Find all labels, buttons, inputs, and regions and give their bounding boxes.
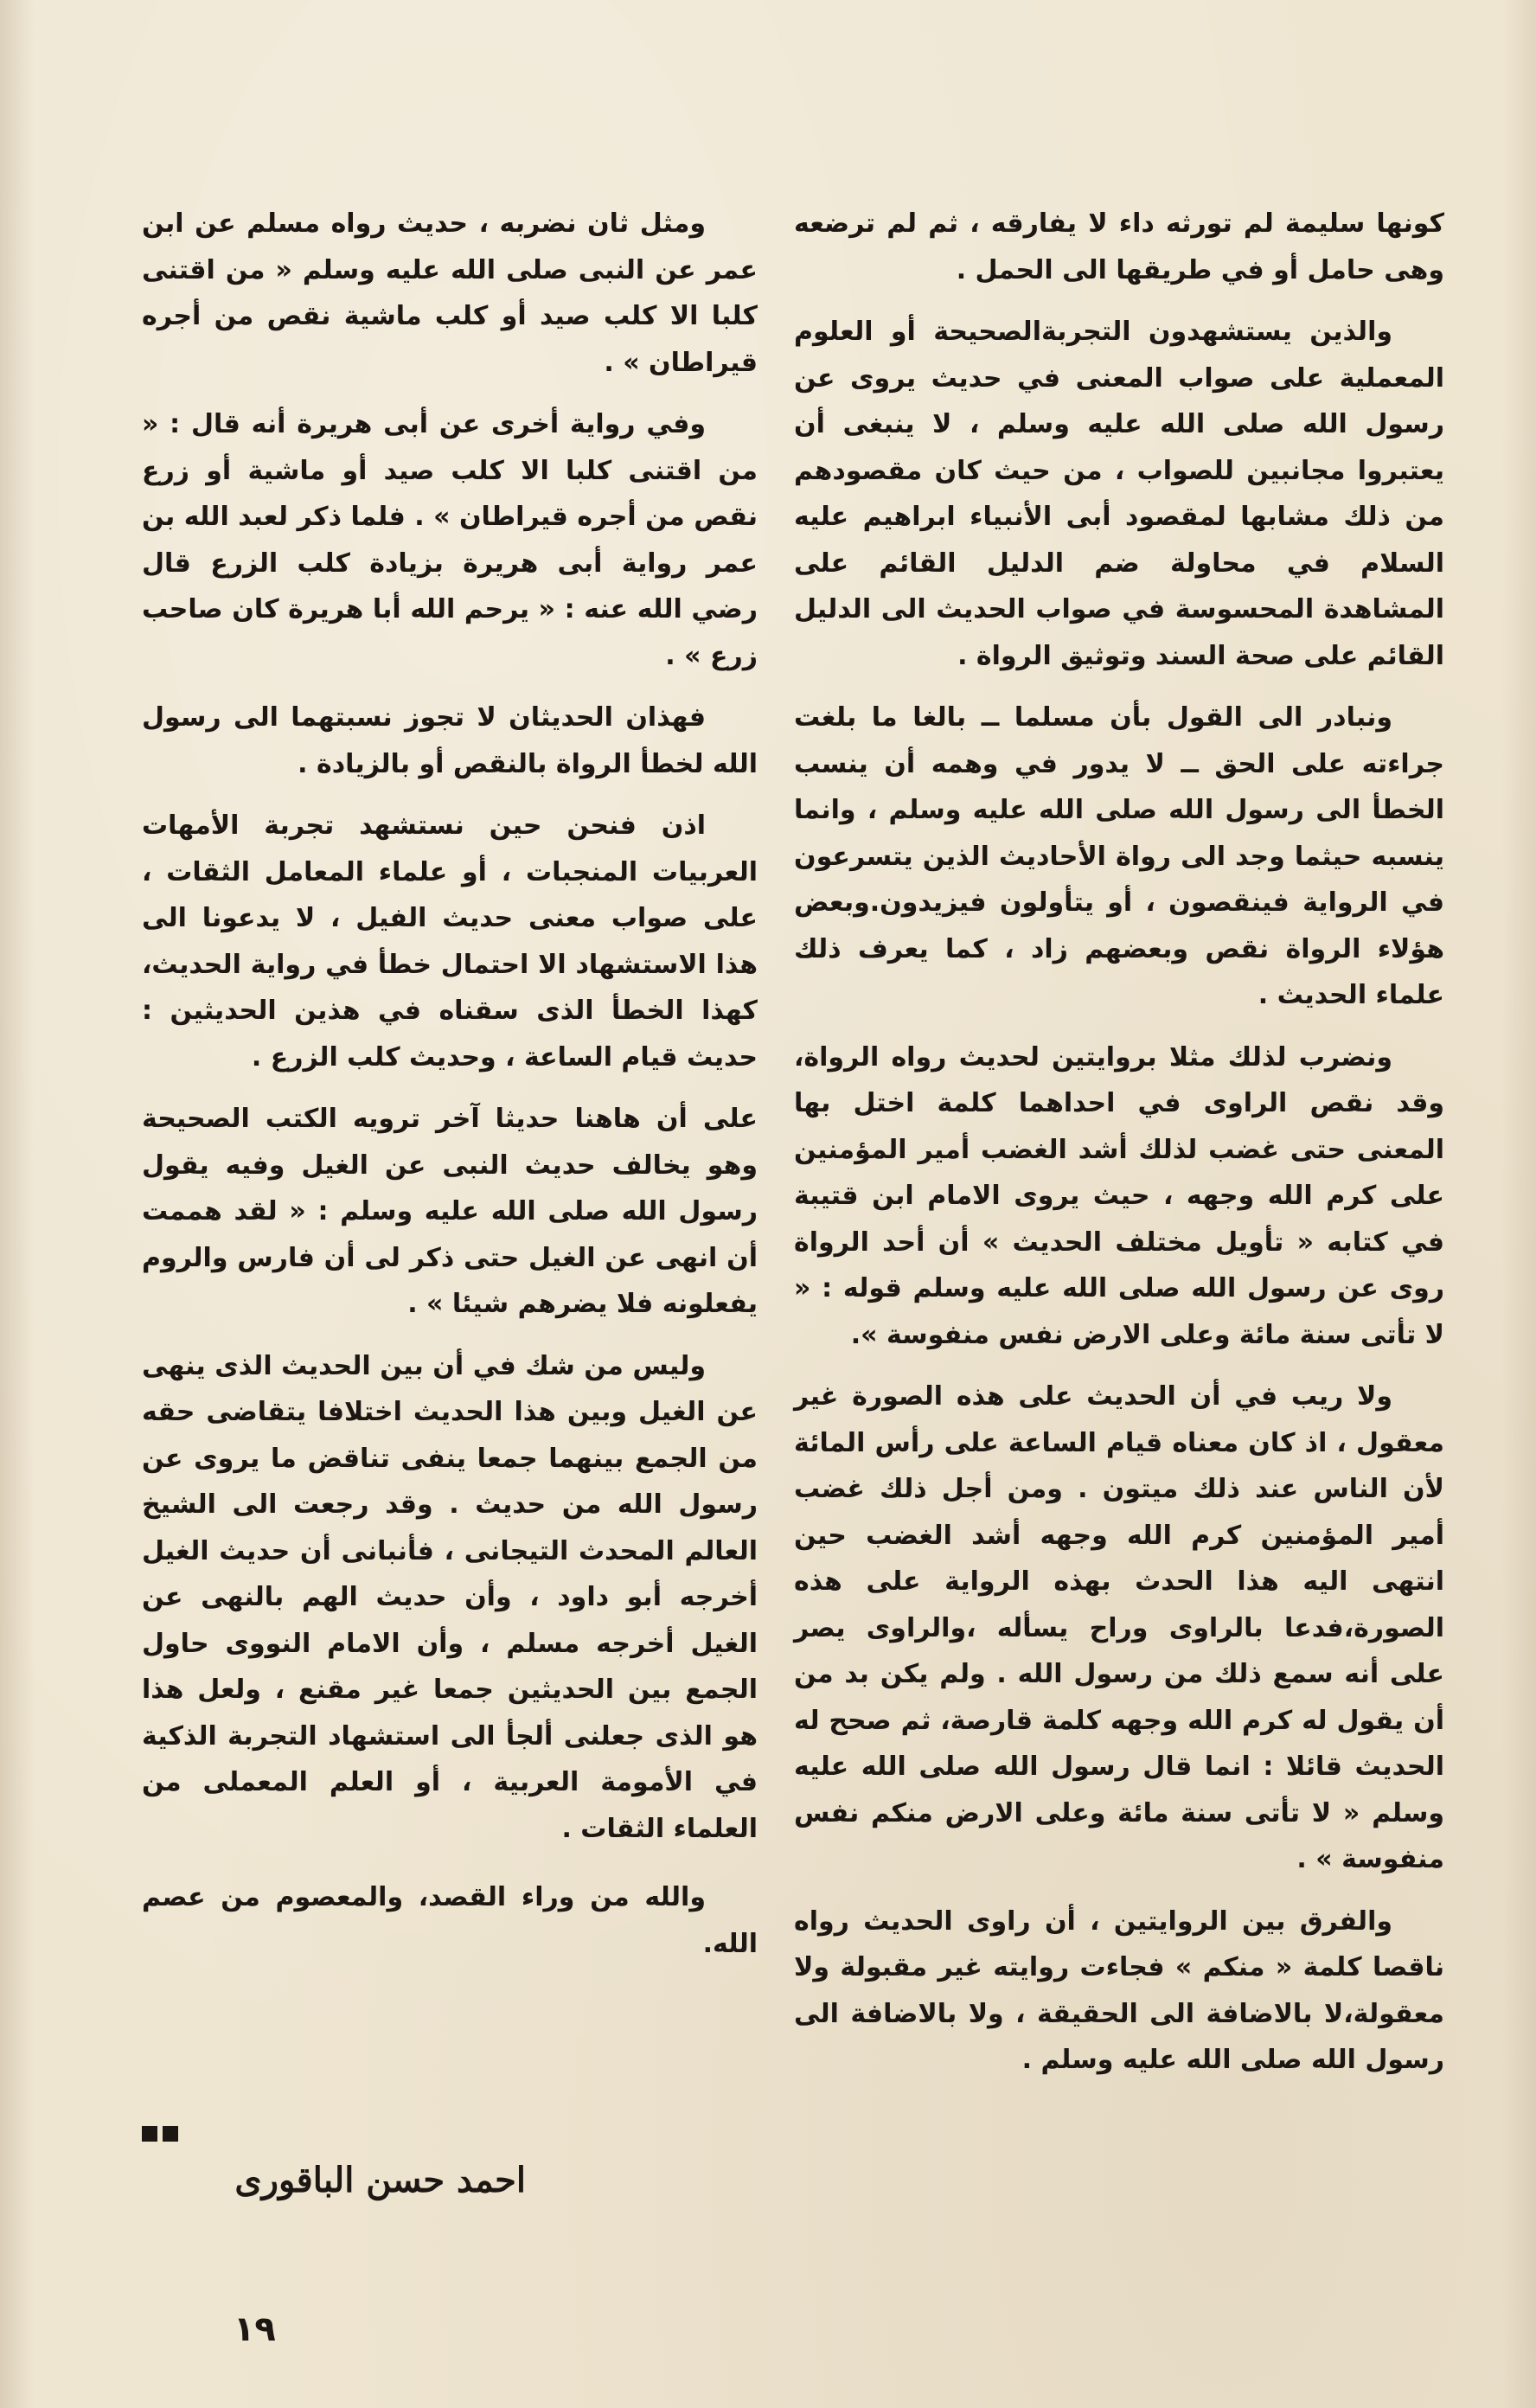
paragraph: فهذان الحديثان لا تجوز نسبتهما الى رسول الله لخطأ الرواة بالنقص أو بالزيادة . — [142, 702, 758, 779]
square-bullet-icon — [142, 2126, 157, 2142]
closing-line: والله من وراء القصد، والمعصوم من عصم الله. — [142, 1882, 758, 1959]
paragraph: على أن هاهنا حديثا آخر ترويه الكتب الصحيحة وهو يخالف حديث النبى عن الغيل وفيه يقول رسول الله صلى الله عليه وسلم : « لقد هممت أن انهى عن الغيل حتى ذكر لى أن فارس والروم يفعلونه فلا يضرهم شيئا » . — [142, 1104, 758, 1319]
paragraph: وفي رواية أخرى عن أبى هريرة أنه قال : « من اقتنى كلبا الا كلب صيد أو ماشية أو زرع نقص من أجره قيراطان » . فلما ذكر لعبد الله بن عمر رواية أبى هريرة بزيادة كلب الزرع قال رضي الله عنه : « يرحم الله أبا هريرة كان صاحب زرع » . — [142, 409, 758, 671]
paragraph: اذن فنحن حين نستشهد تجربة الأمهات العربيات المنجبات ، أو علماء المعامل الثقات ، على صواب معنى حديث الفيل ، لا يدعونا الى هذا الاستشهاد الا احتمال خطأ في رواية الحديث، كهذا الخطأ الذى سقناه في هذين الحديثين : حديث قيام الساعة ، وحديث كلب الزرع . — [142, 810, 758, 1073]
page-edge-shadow-left — [0, 0, 35, 2408]
paragraph: ولا ريب في أن الحديث على هذه الصورة غير معقول ، اذ كان معناه قيام الساعة على رأس المائة لأن الناس عند ذلك ميتون . ومن أجل ذلك غضب أمير المؤمنين كرم الله وجهه أشد الغضب حين انتهى اليه هذا الحدث بهذه الرواية على هذه الصورة،فدعا بالراوى وراح يسأله ،والراوى يصر على أنه سمع ذلك من رسول الله . ولم يكن بد من أن يقول له كرم الله وجهه كلمة قارصة، ثم صحح له الحديث قائلا : انما قال رسول الله صلى الله عليه وسلم « لا تأتى سنة مائة وعلى الارض منكم نفس منفوسة » . — [794, 1381, 1444, 1874]
paragraph: ونضرب لذلك مثلا بروايتين لحديث رواه الرواة، وقد نقص الراوى في احداهما كلمة اختل بها المعنى حتى غضب لذلك أشد الغضب أمير المؤمنين على كرم الله وجهه ، حيث يروى الامام ابن قتيبة في كتابه « تأويل مختلف الحديث » أن أحد الرواة روى عن رسول الله صلى الله عليه وسلم قوله : « لا تأتى سنة مائة وعلى الارض نفس منفوسة ». — [794, 1041, 1444, 1350]
right-text-column — [794, 201, 1444, 2099]
square-bullet-icon — [163, 2126, 178, 2142]
paragraph: ونبادر الى القول بأن مسلما ــ بالغا ما بلغت جراءته على الحق ــ لا يدور في وهمه أن ينسب الخطأ الى رسول الله صلى الله عليه وسلم ، وانما ينسبه حيثما وجد الى رواة الأحاديث الذين يتسرعون في الرواية فينقصون ، أو يتأولون فيزيدون.وبعض هؤلاء الرواة نقص وبعضهم زاد ، كما يعرف ذلك علماء الحديث . — [794, 702, 1444, 1010]
paragraph: ومثل ثان نضربه ، حديث رواه مسلم عن ابن عمر عن النبى صلى الله عليه وسلم « من اقتنى كلبا الا كلب صيد أو كلب ماشية نقص من أجره قيراطان » . — [142, 208, 758, 378]
paragraph: وليس من شك في أن بين الحديث الذى ينهى عن الغيل وبين هذا الحديث اختلافا يتقاضى حقه من الجمع بينهما جمعا ينفى تناقض ما يروى عن رسول الله من حديث . وقد رجعت الى الشيخ العالم المحدث التيجانى ، فأنبانى أن حديث الغيل أخرجه أبو داود ، وأن حديث الهم بالنهى عن الغيل أخرجه مسلم ، وأن الامام النووى حاول الجمع بين الحديثين جمعا غير مقنع ، ولعل هذا هو الذى جعلنى ألجأ الى استشهاد التجربة الذكية في الأمومة العربية ، أو العلم المعملى من العلماء الثقات . — [142, 1350, 758, 1844]
paragraph: والفرق بين الروايتين ، أن راوى الحديث رواه ناقصا كلمة « منكم » فجاءت روايته غير مقبولة ولا معقولة،لا بالاضافة الى الحقيقة ، ولا بالاضافة الى رسول الله صلى الله عليه وسلم . — [794, 1905, 1444, 2075]
end-mark-icon — [142, 2126, 178, 2142]
paragraph: والذين يستشهدون التجربةالصحيحة أو العلوم المعملية على صواب المعنى في حديث يروى عن رسول الله صلى الله عليه وسلم ، لا ينبغى أن يعتبروا مجانبين للصواب ، من حيث كان مقصودهم من ذلك مشابها لمقصود أبى الأنبياء ابراهيم عليه السلام في محاولة ضم الدليل القائم على المشاهدة المحسوسة في صواب الحديث الى الدليل القائم على صحة السند وتوثيق الرواة . — [794, 317, 1444, 671]
paragraph: كونها سليمة لم تورثه داء لا يفارقه ، ثم لم ترضعه وهى حامل أو في طريقها الى الحمل . — [794, 208, 1444, 285]
page-number: ١٩ — [234, 2309, 276, 2349]
page-edge-shadow-right — [1501, 0, 1536, 2408]
left-text-column — [142, 201, 758, 1982]
author-signature: احمد حسن الباقورى — [234, 2160, 526, 2200]
